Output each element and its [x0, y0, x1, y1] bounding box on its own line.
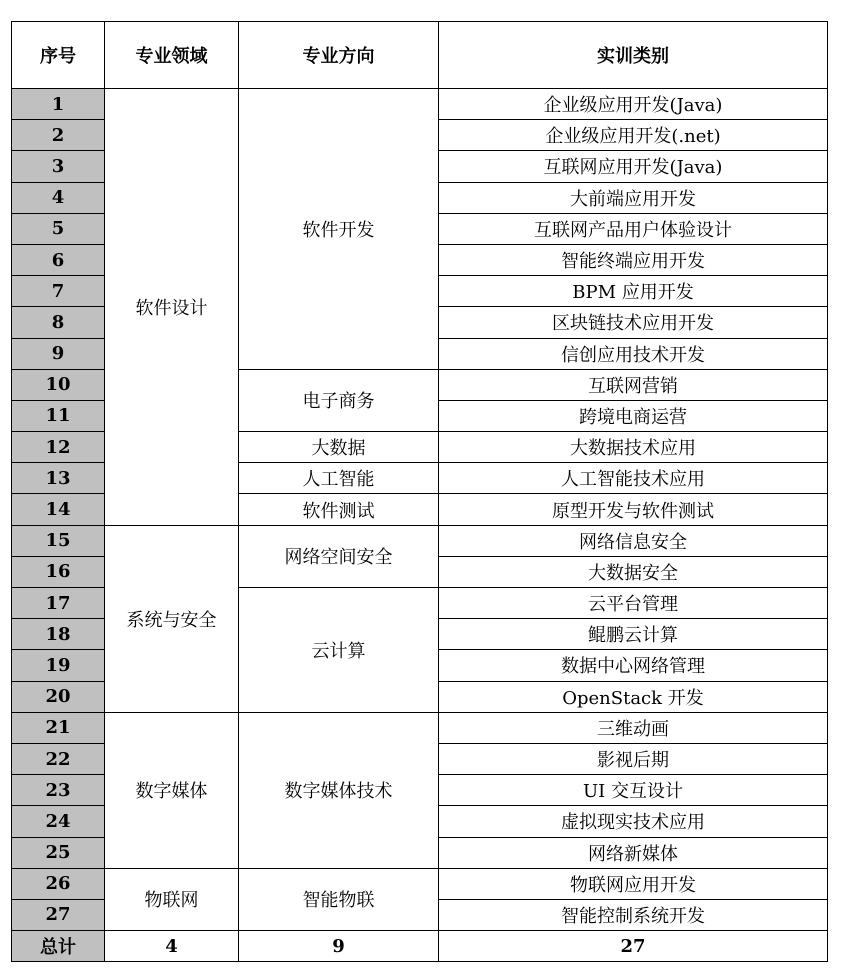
- direction-cell: 云计算: [239, 588, 439, 713]
- row-number: 13: [12, 463, 105, 494]
- category-cell: 虚拟现实技术应用: [439, 806, 828, 837]
- category-cell: 互联网营销: [439, 369, 828, 400]
- row-number: 3: [12, 151, 105, 182]
- row-number: 16: [12, 556, 105, 587]
- row-number: 5: [12, 213, 105, 244]
- table-row: [12, 868, 828, 899]
- category-cell: 跨境电商运营: [439, 400, 828, 431]
- direction-cell: 智能物联: [239, 868, 439, 930]
- category-cell: 网络新媒体: [439, 837, 828, 868]
- row-number: 2: [12, 120, 105, 151]
- header-row: [12, 22, 828, 89]
- row-number: 21: [12, 712, 105, 743]
- category-cell: BPM 应用开发: [439, 276, 828, 307]
- row-number: 27: [12, 899, 105, 930]
- row-number: 22: [12, 743, 105, 774]
- category-cell: OpenStack 开发: [439, 681, 828, 712]
- training-table: [11, 21, 828, 962]
- header-num: 序号: [12, 22, 105, 89]
- row-number: 25: [12, 837, 105, 868]
- header-category: 实训类别: [439, 22, 828, 89]
- category-cell: 互联网产品用户体验设计: [439, 213, 828, 244]
- category-cell: 信创应用技术开发: [439, 338, 828, 369]
- row-number: 9: [12, 338, 105, 369]
- table-row: [12, 525, 828, 556]
- category-cell: 大数据安全: [439, 556, 828, 587]
- category-cell: 人工智能技术应用: [439, 463, 828, 494]
- row-number: 8: [12, 307, 105, 338]
- total-label: 总计: [12, 931, 105, 962]
- category-cell: 互联网应用开发(Java): [439, 151, 828, 182]
- category-cell: 影视后期: [439, 743, 828, 774]
- row-number: 24: [12, 806, 105, 837]
- category-cell: 大前端应用开发: [439, 182, 828, 213]
- category-cell: 企业级应用开发(.net): [439, 120, 828, 151]
- direction-cell: 网络空间安全: [239, 525, 439, 587]
- row-number: 14: [12, 494, 105, 525]
- row-number: 4: [12, 182, 105, 213]
- row-number: 18: [12, 619, 105, 650]
- category-cell: 原型开发与软件测试: [439, 494, 828, 525]
- category-cell: 区块链技术应用开发: [439, 307, 828, 338]
- domain-cell: 软件设计: [105, 89, 239, 526]
- total-row: [12, 931, 828, 962]
- category-cell: 云平台管理: [439, 588, 828, 619]
- row-number: 7: [12, 276, 105, 307]
- row-number: 10: [12, 369, 105, 400]
- header-domain: 专业领域: [105, 22, 239, 89]
- row-number: 26: [12, 868, 105, 899]
- row-number: 1: [12, 89, 105, 120]
- direction-cell: 软件开发: [239, 89, 439, 370]
- domain-cell: 系统与安全: [105, 525, 239, 712]
- domain-cell: 数字媒体: [105, 712, 239, 868]
- row-number: 19: [12, 650, 105, 681]
- direction-cell: 软件测试: [239, 494, 439, 525]
- row-number: 20: [12, 681, 105, 712]
- category-cell: 大数据技术应用: [439, 432, 828, 463]
- row-number: 17: [12, 588, 105, 619]
- direction-cell: 人工智能: [239, 463, 439, 494]
- direction-cell: 电子商务: [239, 369, 439, 431]
- row-number: 11: [12, 400, 105, 431]
- row-number: 23: [12, 775, 105, 806]
- domain-cell: 物联网: [105, 868, 239, 930]
- total-directions: 9: [239, 931, 439, 962]
- table-row: [12, 712, 828, 743]
- category-cell: 智能终端应用开发: [439, 244, 828, 275]
- category-cell: 数据中心网络管理: [439, 650, 828, 681]
- category-cell: 三维动画: [439, 712, 828, 743]
- row-number: 6: [12, 244, 105, 275]
- row-number: 15: [12, 525, 105, 556]
- category-cell: 物联网应用开发: [439, 868, 828, 899]
- category-cell: 鲲鹏云计算: [439, 619, 828, 650]
- category-cell: 智能控制系统开发: [439, 899, 828, 930]
- direction-cell: 数字媒体技术: [239, 712, 439, 868]
- total-domains: 4: [105, 931, 239, 962]
- table-row: [12, 89, 828, 120]
- total-categories: 27: [439, 931, 828, 962]
- row-number: 12: [12, 432, 105, 463]
- header-direction: 专业方向: [239, 22, 439, 89]
- category-cell: UI 交互设计: [439, 775, 828, 806]
- category-cell: 企业级应用开发(Java): [439, 89, 828, 120]
- category-cell: 网络信息安全: [439, 525, 828, 556]
- direction-cell: 大数据: [239, 432, 439, 463]
